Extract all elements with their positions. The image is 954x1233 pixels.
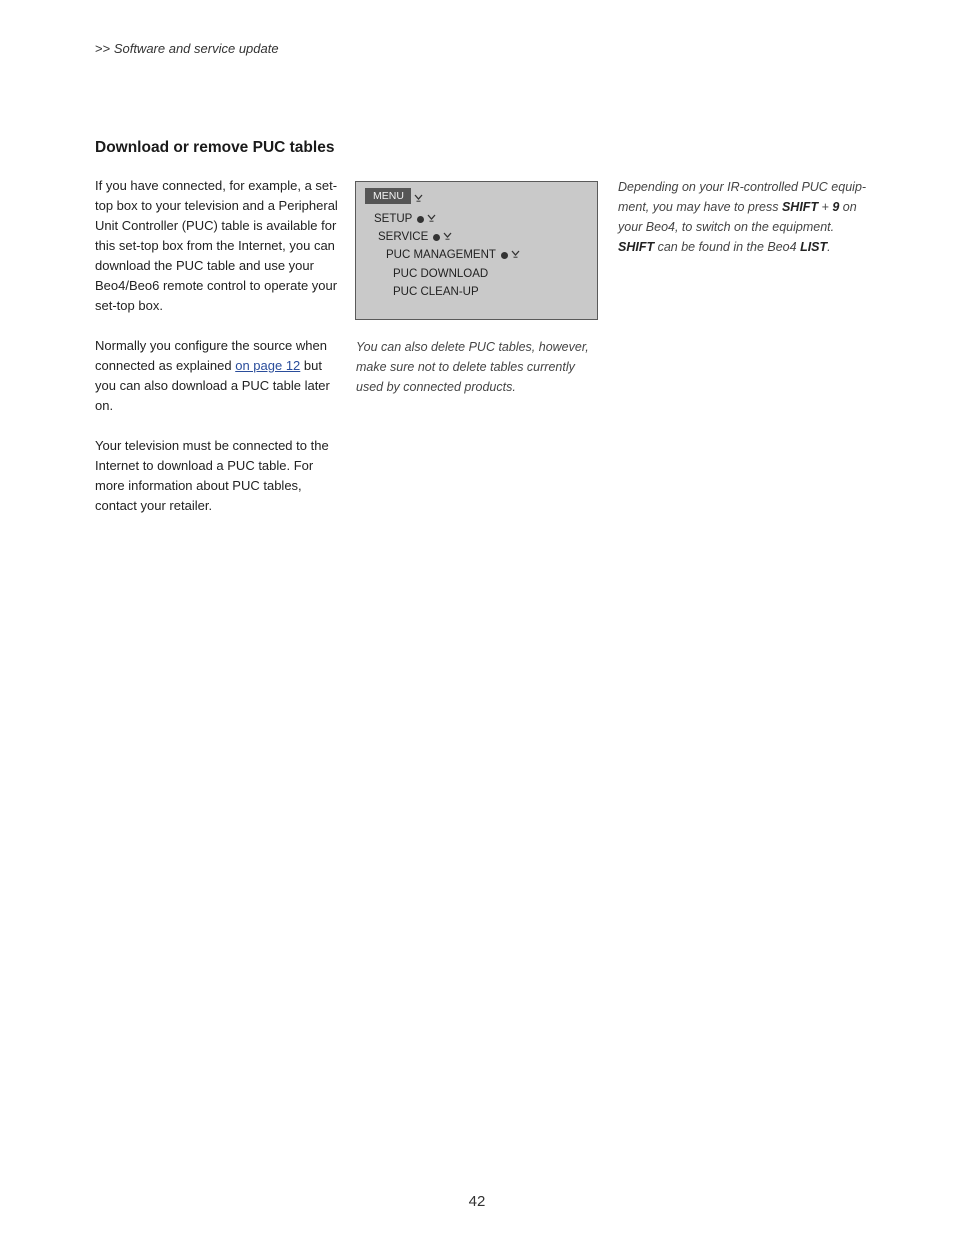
menu-item-puc-management: PUC MANAGEMENT bbox=[386, 249, 496, 261]
side-note bbox=[618, 177, 868, 257]
chevron-down-icon bbox=[511, 247, 520, 263]
dot-icon bbox=[501, 252, 508, 259]
key-shift: SHIFT bbox=[781, 200, 819, 214]
chevron-down-icon bbox=[443, 229, 452, 245]
dot-icon bbox=[433, 234, 440, 241]
page-12-link[interactable]: on page 12 bbox=[235, 358, 301, 373]
menu-row-puc-management bbox=[386, 247, 520, 263]
menu-item-puc-cleanup: PUC CLEAN-UP bbox=[393, 286, 479, 298]
menu-caption: You can also delete PUC tables, however, make sure not to delete tables currently used by connected products. bbox=[356, 340, 589, 394]
key-list: LIST bbox=[800, 240, 828, 254]
menu-row-setup bbox=[374, 211, 436, 227]
menu-diagram bbox=[355, 181, 598, 320]
menu-item-service: SERVICE bbox=[378, 231, 429, 243]
key-shift-2: SHIFT bbox=[618, 240, 655, 254]
menu-row-service bbox=[378, 229, 452, 245]
side-note-text-3: on your Beo4, to switch on the equipment. bbox=[618, 200, 857, 234]
menu-row-puc-download bbox=[393, 266, 488, 282]
page-number: 42 bbox=[468, 1193, 486, 1210]
chevron-down-icon bbox=[414, 193, 423, 205]
configure-text-after: but you can also download a PUC table later on. bbox=[95, 358, 330, 413]
side-note-text-5: . bbox=[827, 240, 831, 254]
chevron-down-icon bbox=[427, 211, 436, 227]
menu-row-puc-cleanup bbox=[393, 284, 479, 300]
running-head bbox=[95, 41, 279, 56]
menu-item-setup: SETUP bbox=[374, 213, 413, 225]
configure-text-before: Normally you configure the source when connected as explained bbox=[95, 338, 327, 373]
dot-icon bbox=[417, 216, 424, 223]
side-note-text-1: Depending on your IR-controlled PUC equip-ment, you may have to press bbox=[618, 180, 867, 214]
intro-paragraph: If you have connected, for example, a set-top box to your television and a Peripheral Unit Controller (PUC) table is available for this set-top box from the Internet, you can download the PUC table and use your Beo4/Beo6 remote control to operate your set-top box. bbox=[95, 178, 338, 313]
side-note-text-4: can be found in the Beo4 bbox=[654, 240, 801, 254]
left-column bbox=[95, 176, 340, 536]
menu-label: MENU bbox=[365, 188, 411, 204]
key-9: 9 bbox=[832, 200, 840, 214]
configure-paragraph bbox=[95, 336, 340, 416]
running-head-text: Software and service update bbox=[113, 41, 279, 56]
section-title: Download or remove PUC tables bbox=[95, 139, 335, 156]
running-head-arrows: >> bbox=[95, 41, 111, 56]
menu-item-puc-download: PUC DOWNLOAD bbox=[393, 268, 489, 280]
internet-paragraph: Your television must be connected to the Internet to download a PUC table. For more information about PUC tables, contact your retailer. bbox=[95, 438, 329, 513]
side-note-text-2: + bbox=[818, 200, 833, 214]
